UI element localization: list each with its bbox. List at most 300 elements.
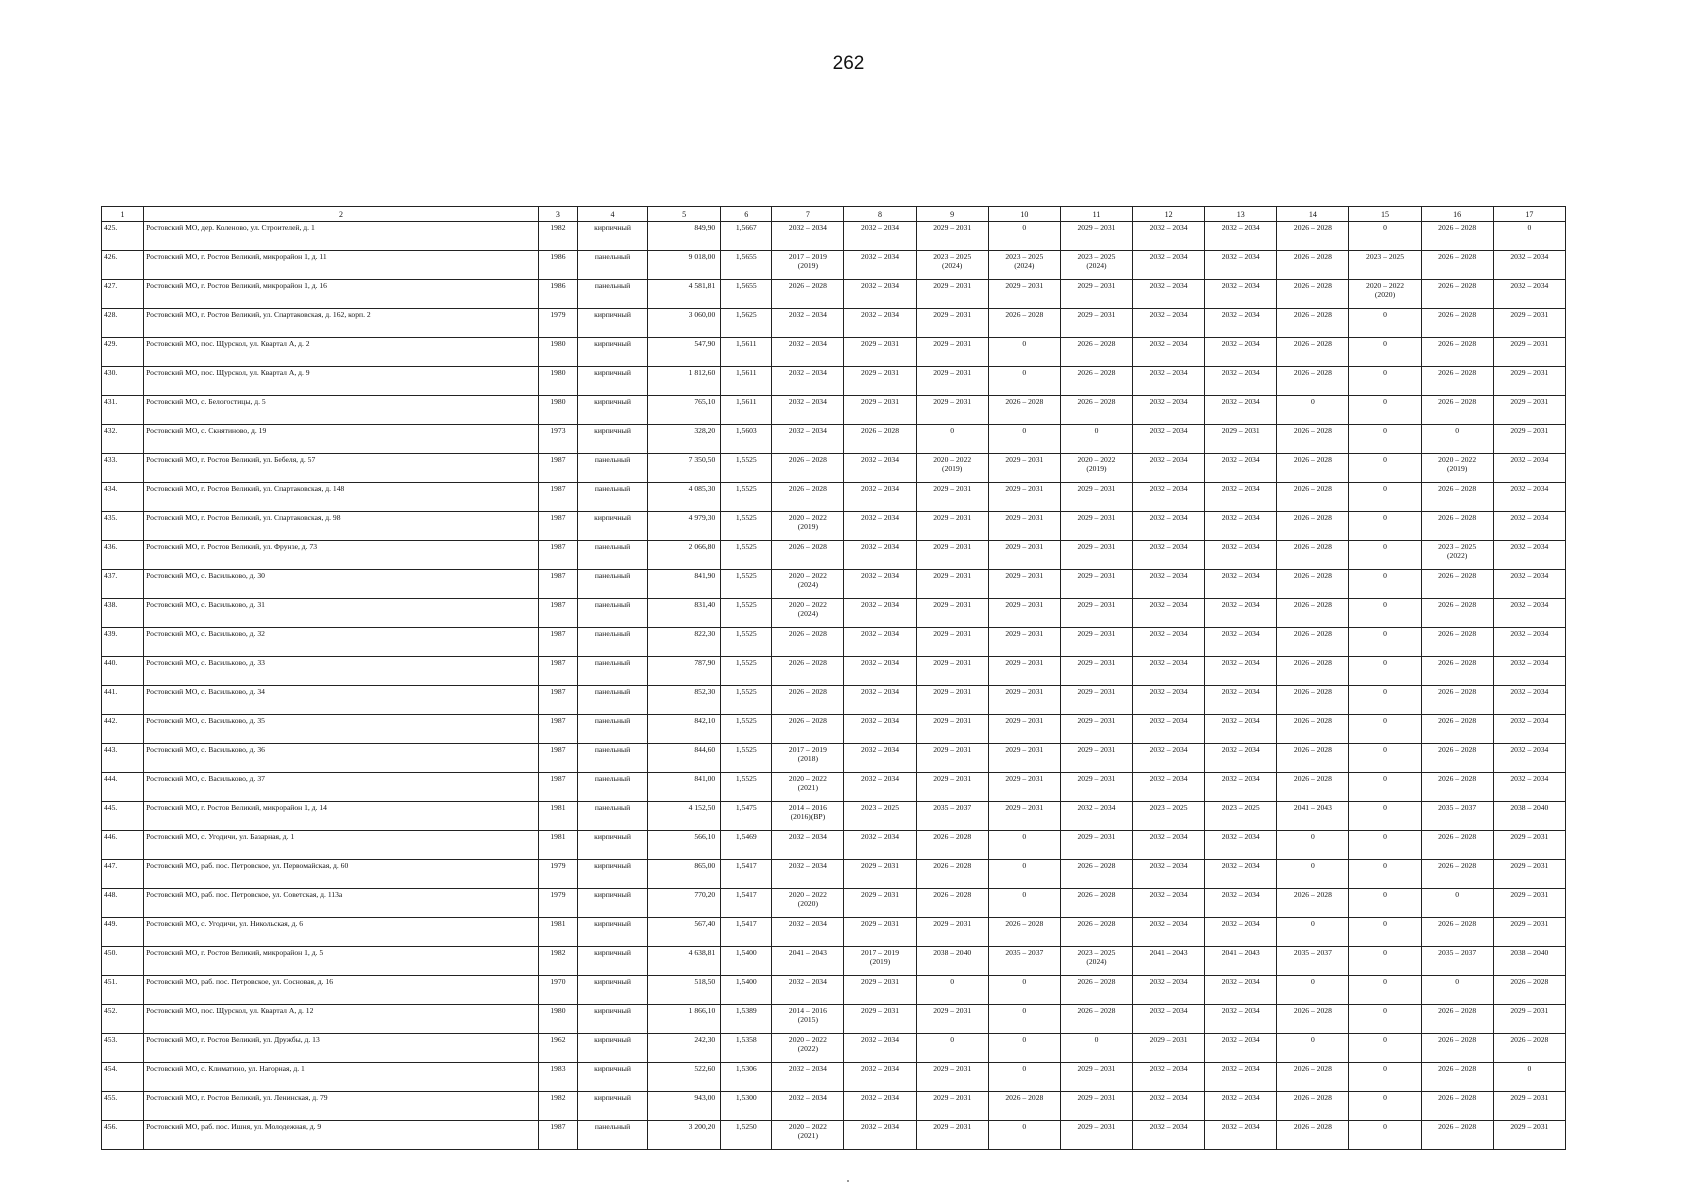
work-period-16: 2026 – 2028 [1421, 657, 1493, 686]
row-number: 451. [102, 976, 144, 1005]
build-year: 1980 [538, 367, 577, 396]
work-period-17: 2032 – 2034 [1493, 599, 1565, 628]
wall-material: панельный [577, 686, 647, 715]
coefficient: 1,5400 [721, 947, 772, 976]
row-number: 426. [102, 251, 144, 280]
address: Ростовский МО, г. Ростов Великий, микрорайон 1, д. 11 [144, 251, 539, 280]
build-year: 1987 [538, 454, 577, 483]
work-period-11: 2029 – 2031 [1060, 1121, 1132, 1150]
work-period-8: 2032 – 2034 [844, 512, 916, 541]
table-row [102, 715, 1566, 744]
work-period-16: 2026 – 2028 [1421, 280, 1493, 309]
work-period-9: 2029 – 2031 [916, 1092, 988, 1121]
work-period-8: 2032 – 2034 [844, 657, 916, 686]
coefficient: 1,5400 [721, 976, 772, 1005]
row-number: 453. [102, 1034, 144, 1063]
work-period-14: 2026 – 2028 [1277, 425, 1349, 454]
wall-material: панельный [577, 1121, 647, 1150]
work-period-16: 2026 – 2028 [1421, 715, 1493, 744]
area: 770,20 [648, 889, 721, 918]
build-year: 1980 [538, 1005, 577, 1034]
work-period-13: 2032 – 2034 [1205, 1092, 1277, 1121]
work-period-17: 2032 – 2034 [1493, 541, 1565, 570]
work-period-16: 2026 – 2028 [1421, 570, 1493, 599]
area: 822,30 [648, 628, 721, 657]
work-period-7: 2020 – 2022 (2019) [772, 512, 844, 541]
work-period-14: 2026 – 2028 [1277, 686, 1349, 715]
work-period-14: 2026 – 2028 [1277, 744, 1349, 773]
work-period-17: 2032 – 2034 [1493, 628, 1565, 657]
work-period-8: 2032 – 2034 [844, 686, 916, 715]
work-period-8: 2029 – 2031 [844, 367, 916, 396]
work-period-15: 0 [1349, 1121, 1421, 1150]
coefficient: 1,5525 [721, 483, 772, 512]
build-year: 1987 [538, 512, 577, 541]
work-period-11: 2023 – 2025 (2024) [1060, 251, 1132, 280]
work-period-8: 2029 – 2031 [844, 338, 916, 367]
row-number: 428. [102, 309, 144, 338]
work-period-8: 2023 – 2025 [844, 802, 916, 831]
work-period-14: 2026 – 2028 [1277, 715, 1349, 744]
row-number: 443. [102, 744, 144, 773]
row-number: 437. [102, 570, 144, 599]
work-period-17: 2029 – 2031 [1493, 831, 1565, 860]
work-period-9: 2029 – 2031 [916, 657, 988, 686]
coefficient: 1,5417 [721, 889, 772, 918]
wall-material: панельный [577, 773, 647, 802]
work-period-9: 2029 – 2031 [916, 396, 988, 425]
work-period-14: 2026 – 2028 [1277, 512, 1349, 541]
work-period-17: 2029 – 2031 [1493, 367, 1565, 396]
work-period-10: 0 [988, 1121, 1060, 1150]
work-period-13: 2032 – 2034 [1205, 860, 1277, 889]
coefficient: 1,5525 [721, 599, 772, 628]
work-period-8: 2029 – 2031 [844, 889, 916, 918]
table-row [102, 512, 1566, 541]
work-period-16: 2026 – 2028 [1421, 1063, 1493, 1092]
work-period-17: 2032 – 2034 [1493, 483, 1565, 512]
work-period-9: 2023 – 2025 (2024) [916, 251, 988, 280]
work-period-16: 2026 – 2028 [1421, 222, 1493, 251]
work-period-7: 2032 – 2034 [772, 831, 844, 860]
row-number: 446. [102, 831, 144, 860]
work-period-8: 2032 – 2034 [844, 280, 916, 309]
build-year: 1982 [538, 947, 577, 976]
address: Ростовский МО, г. Ростов Великий, ул. Бебеля, д. 57 [144, 454, 539, 483]
row-number: 449. [102, 918, 144, 947]
work-period-13: 2032 – 2034 [1205, 744, 1277, 773]
work-period-12: 2032 – 2034 [1133, 657, 1205, 686]
table-row [102, 309, 1566, 338]
work-period-17: 2029 – 2031 [1493, 889, 1565, 918]
address: Ростовский МО, с. Васильково, д. 34 [144, 686, 539, 715]
build-year: 1979 [538, 309, 577, 338]
work-period-13: 2032 – 2034 [1205, 251, 1277, 280]
work-period-17: 2029 – 2031 [1493, 425, 1565, 454]
address: Ростовский МО, г. Ростов Великий, микрорайон 1, д. 16 [144, 280, 539, 309]
wall-material: кирпичный [577, 338, 647, 367]
work-period-8: 2032 – 2034 [844, 222, 916, 251]
work-period-7: 2032 – 2034 [772, 338, 844, 367]
wall-material: кирпичный [577, 860, 647, 889]
work-period-13: 2032 – 2034 [1205, 309, 1277, 338]
work-period-8: 2032 – 2034 [844, 309, 916, 338]
work-period-11: 2029 – 2031 [1060, 280, 1132, 309]
row-number: 445. [102, 802, 144, 831]
work-period-13: 2032 – 2034 [1205, 889, 1277, 918]
work-period-11: 2026 – 2028 [1060, 918, 1132, 947]
work-period-9: 2029 – 2031 [916, 628, 988, 657]
scan-speck [847, 1180, 849, 1182]
wall-material: панельный [577, 744, 647, 773]
work-period-10: 0 [988, 1005, 1060, 1034]
work-period-17: 2032 – 2034 [1493, 773, 1565, 802]
table-row [102, 628, 1566, 657]
wall-material: панельный [577, 454, 647, 483]
work-period-15: 0 [1349, 570, 1421, 599]
work-period-9: 2029 – 2031 [916, 744, 988, 773]
area: 518,50 [648, 976, 721, 1005]
work-period-13: 2032 – 2034 [1205, 280, 1277, 309]
table-row [102, 483, 1566, 512]
work-period-16: 2026 – 2028 [1421, 860, 1493, 889]
table-row [102, 802, 1566, 831]
work-period-11: 2026 – 2028 [1060, 338, 1132, 367]
work-period-13: 2032 – 2034 [1205, 1063, 1277, 1092]
work-period-13: 2032 – 2034 [1205, 396, 1277, 425]
work-period-15: 0 [1349, 454, 1421, 483]
wall-material: панельный [577, 251, 647, 280]
work-period-11: 2029 – 2031 [1060, 628, 1132, 657]
area: 787,90 [648, 657, 721, 686]
work-period-14: 2026 – 2028 [1277, 338, 1349, 367]
work-period-12: 2032 – 2034 [1133, 570, 1205, 599]
area: 841,00 [648, 773, 721, 802]
row-number: 427. [102, 280, 144, 309]
work-period-13: 2029 – 2031 [1205, 425, 1277, 454]
address: Ростовский МО, с. Скнятиново, д. 19 [144, 425, 539, 454]
work-period-10: 2029 – 2031 [988, 483, 1060, 512]
work-period-15: 0 [1349, 889, 1421, 918]
work-period-14: 2026 – 2028 [1277, 1121, 1349, 1150]
work-period-13: 2023 – 2025 [1205, 802, 1277, 831]
table-row [102, 1063, 1566, 1092]
work-period-15: 0 [1349, 541, 1421, 570]
work-period-10: 2029 – 2031 [988, 512, 1060, 541]
work-period-7: 2032 – 2034 [772, 976, 844, 1005]
work-period-10: 2029 – 2031 [988, 802, 1060, 831]
work-period-13: 2032 – 2034 [1205, 367, 1277, 396]
work-period-17: 2029 – 2031 [1493, 860, 1565, 889]
area: 765,10 [648, 396, 721, 425]
work-period-14: 2026 – 2028 [1277, 1005, 1349, 1034]
work-period-15: 0 [1349, 686, 1421, 715]
work-period-11: 2029 – 2031 [1060, 1063, 1132, 1092]
work-period-9: 0 [916, 1034, 988, 1063]
work-period-8: 2032 – 2034 [844, 483, 916, 512]
work-period-14: 2026 – 2028 [1277, 454, 1349, 483]
work-period-13: 2032 – 2034 [1205, 454, 1277, 483]
work-period-8: 2032 – 2034 [844, 1063, 916, 1092]
wall-material: кирпичный [577, 367, 647, 396]
work-period-7: 2017 – 2019 (2018) [772, 744, 844, 773]
row-number: 431. [102, 396, 144, 425]
work-period-13: 2032 – 2034 [1205, 918, 1277, 947]
row-number: 429. [102, 338, 144, 367]
address: Ростовский МО, г. Ростов Великий, ул. Спартаковская, д. 148 [144, 483, 539, 512]
area: 7 350,50 [648, 454, 721, 483]
work-period-17: 2032 – 2034 [1493, 454, 1565, 483]
coefficient: 1,5417 [721, 918, 772, 947]
address: Ростовский МО, г. Ростов Великий, микрорайон 1, д. 14 [144, 802, 539, 831]
address: Ростовский МО, с. Угодичи, ул. Никольская, д. 6 [144, 918, 539, 947]
column-number-9: 9 [916, 207, 988, 222]
wall-material: панельный [577, 280, 647, 309]
work-period-14: 2026 – 2028 [1277, 222, 1349, 251]
coefficient: 1,5250 [721, 1121, 772, 1150]
work-period-11: 2020 – 2022 (2019) [1060, 454, 1132, 483]
build-year: 1982 [538, 222, 577, 251]
work-period-14: 0 [1277, 831, 1349, 860]
work-period-17: 2032 – 2034 [1493, 570, 1565, 599]
table-row [102, 338, 1566, 367]
wall-material: кирпичный [577, 947, 647, 976]
address: Ростовский МО, с. Васильково, д. 32 [144, 628, 539, 657]
work-period-10: 0 [988, 222, 1060, 251]
row-number: 454. [102, 1063, 144, 1092]
area: 865,00 [648, 860, 721, 889]
area: 943,00 [648, 1092, 721, 1121]
work-period-14: 2026 – 2028 [1277, 1092, 1349, 1121]
work-period-14: 2026 – 2028 [1277, 599, 1349, 628]
area: 242,30 [648, 1034, 721, 1063]
row-number: 448. [102, 889, 144, 918]
work-period-10: 0 [988, 425, 1060, 454]
work-period-12: 2032 – 2034 [1133, 686, 1205, 715]
work-period-8: 2032 – 2034 [844, 831, 916, 860]
work-period-9: 2020 – 2022 (2019) [916, 454, 988, 483]
work-period-12: 2032 – 2034 [1133, 280, 1205, 309]
row-number: 438. [102, 599, 144, 628]
work-period-17: 2032 – 2034 [1493, 251, 1565, 280]
wall-material: кирпичный [577, 976, 647, 1005]
work-period-15: 0 [1349, 338, 1421, 367]
area: 849,90 [648, 222, 721, 251]
build-year: 1980 [538, 338, 577, 367]
build-year: 1987 [538, 657, 577, 686]
work-period-16: 2026 – 2028 [1421, 1005, 1493, 1034]
work-period-13: 2032 – 2034 [1205, 483, 1277, 512]
work-period-9: 2029 – 2031 [916, 367, 988, 396]
work-period-7: 2020 – 2022 (2022) [772, 1034, 844, 1063]
work-period-10: 2029 – 2031 [988, 541, 1060, 570]
work-period-13: 2032 – 2034 [1205, 831, 1277, 860]
column-number-10: 10 [988, 207, 1060, 222]
work-period-14: 2041 – 2043 [1277, 802, 1349, 831]
work-period-12: 2032 – 2034 [1133, 425, 1205, 454]
work-period-14: 2026 – 2028 [1277, 251, 1349, 280]
table-row [102, 541, 1566, 570]
work-period-7: 2032 – 2034 [772, 222, 844, 251]
work-period-7: 2026 – 2028 [772, 715, 844, 744]
work-period-15: 0 [1349, 976, 1421, 1005]
work-period-14: 0 [1277, 1034, 1349, 1063]
work-period-9: 2029 – 2031 [916, 1005, 988, 1034]
work-period-11: 2029 – 2031 [1060, 599, 1132, 628]
work-period-12: 2032 – 2034 [1133, 222, 1205, 251]
column-number-16: 16 [1421, 207, 1493, 222]
work-period-16: 2026 – 2028 [1421, 512, 1493, 541]
work-period-15: 0 [1349, 947, 1421, 976]
row-number: 433. [102, 454, 144, 483]
row-number: 456. [102, 1121, 144, 1150]
address: Ростовский МО, пос. Щурскол, ул. Квартал А, д. 9 [144, 367, 539, 396]
area: 9 018,00 [648, 251, 721, 280]
coefficient: 1,5603 [721, 425, 772, 454]
address: Ростовский МО, с. Васильково, д. 30 [144, 570, 539, 599]
work-period-15: 0 [1349, 715, 1421, 744]
coefficient: 1,5525 [721, 773, 772, 802]
coefficient: 1,5358 [721, 1034, 772, 1063]
work-period-16: 2020 – 2022 (2019) [1421, 454, 1493, 483]
work-period-11: 2029 – 2031 [1060, 773, 1132, 802]
work-period-12: 2032 – 2034 [1133, 1121, 1205, 1150]
work-period-11: 2029 – 2031 [1060, 309, 1132, 338]
work-period-9: 2029 – 2031 [916, 222, 988, 251]
work-period-7: 2017 – 2019 (2019) [772, 251, 844, 280]
work-period-11: 2026 – 2028 [1060, 396, 1132, 425]
work-period-16: 0 [1421, 889, 1493, 918]
work-period-9: 2035 – 2037 [916, 802, 988, 831]
area: 1 866,10 [648, 1005, 721, 1034]
work-period-11: 2023 – 2025 (2024) [1060, 947, 1132, 976]
work-period-11: 2029 – 2031 [1060, 541, 1132, 570]
work-period-9: 2038 – 2040 [916, 947, 988, 976]
work-period-7: 2041 – 2043 [772, 947, 844, 976]
area: 567,40 [648, 918, 721, 947]
work-period-17: 2032 – 2034 [1493, 512, 1565, 541]
column-number-13: 13 [1205, 207, 1277, 222]
work-period-12: 2032 – 2034 [1133, 1063, 1205, 1092]
row-number: 452. [102, 1005, 144, 1034]
address: Ростовский МО, с. Васильково, д. 35 [144, 715, 539, 744]
column-number-4: 4 [577, 207, 647, 222]
work-period-14: 2026 – 2028 [1277, 280, 1349, 309]
work-period-9: 2029 – 2031 [916, 1063, 988, 1092]
work-period-13: 2032 – 2034 [1205, 599, 1277, 628]
address: Ростовский МО, пос. Щурскол, ул. Квартал А, д. 12 [144, 1005, 539, 1034]
work-period-12: 2041 – 2043 [1133, 947, 1205, 976]
build-year: 1987 [538, 686, 577, 715]
work-period-7: 2032 – 2034 [772, 396, 844, 425]
wall-material: панельный [577, 570, 647, 599]
row-number: 442. [102, 715, 144, 744]
area: 4 152,50 [648, 802, 721, 831]
address: Ростовский МО, г. Ростов Великий, ул. Фрунзе, д. 73 [144, 541, 539, 570]
row-number: 434. [102, 483, 144, 512]
build-year: 1979 [538, 889, 577, 918]
work-period-11: 2032 – 2034 [1060, 802, 1132, 831]
work-period-17: 2032 – 2034 [1493, 657, 1565, 686]
work-period-9: 2029 – 2031 [916, 309, 988, 338]
work-period-15: 2020 – 2022 (2020) [1349, 280, 1421, 309]
work-period-7: 2020 – 2022 (2024) [772, 599, 844, 628]
work-period-13: 2032 – 2034 [1205, 338, 1277, 367]
coefficient: 1,5300 [721, 1092, 772, 1121]
work-period-12: 2032 – 2034 [1133, 860, 1205, 889]
row-number: 430. [102, 367, 144, 396]
build-year: 1982 [538, 1092, 577, 1121]
work-period-7: 2020 – 2022 (2024) [772, 570, 844, 599]
build-year: 1973 [538, 425, 577, 454]
wall-material: кирпичный [577, 512, 647, 541]
work-period-10: 2029 – 2031 [988, 715, 1060, 744]
work-period-9: 2026 – 2028 [916, 831, 988, 860]
work-period-10: 2029 – 2031 [988, 686, 1060, 715]
work-period-17: 2029 – 2031 [1493, 918, 1565, 947]
build-year: 1970 [538, 976, 577, 1005]
page-number: 262 [832, 53, 865, 74]
work-period-12: 2032 – 2034 [1133, 889, 1205, 918]
address: Ростовский МО, г. Ростов Великий, ул. Спартаковская, д. 98 [144, 512, 539, 541]
build-year: 1979 [538, 860, 577, 889]
coefficient: 1,5306 [721, 1063, 772, 1092]
table-row [102, 1034, 1566, 1063]
work-period-8: 2032 – 2034 [844, 599, 916, 628]
address: Ростовский МО, г. Ростов Великий, микрорайон 1, д. 5 [144, 947, 539, 976]
coefficient: 1,5525 [721, 512, 772, 541]
work-period-16: 2026 – 2028 [1421, 309, 1493, 338]
work-period-10: 2026 – 2028 [988, 309, 1060, 338]
work-period-9: 2029 – 2031 [916, 715, 988, 744]
table-row [102, 599, 1566, 628]
work-period-9: 2029 – 2031 [916, 773, 988, 802]
work-period-9: 0 [916, 976, 988, 1005]
wall-material: панельный [577, 715, 647, 744]
work-period-7: 2032 – 2034 [772, 860, 844, 889]
work-period-17: 2038 – 2040 [1493, 947, 1565, 976]
coefficient: 1,5611 [721, 396, 772, 425]
work-period-15: 0 [1349, 425, 1421, 454]
area: 852,30 [648, 686, 721, 715]
address: Ростовский МО, раб. пос. Петровское, ул. Первомайская, д. 60 [144, 860, 539, 889]
work-period-9: 2029 – 2031 [916, 599, 988, 628]
work-period-10: 0 [988, 367, 1060, 396]
coefficient: 1,5389 [721, 1005, 772, 1034]
area: 4 638,81 [648, 947, 721, 976]
work-period-15: 0 [1349, 628, 1421, 657]
work-period-8: 2032 – 2034 [844, 1092, 916, 1121]
work-period-12: 2032 – 2034 [1133, 1092, 1205, 1121]
table-row [102, 947, 1566, 976]
work-period-16: 2026 – 2028 [1421, 1034, 1493, 1063]
work-period-12: 2032 – 2034 [1133, 512, 1205, 541]
table-row [102, 744, 1566, 773]
work-period-14: 2026 – 2028 [1277, 541, 1349, 570]
work-period-11: 2026 – 2028 [1060, 860, 1132, 889]
area: 1 812,60 [648, 367, 721, 396]
address: Ростовский МО, дер. Коленово, ул. Строителей, д. 1 [144, 222, 539, 251]
build-year: 1987 [538, 744, 577, 773]
work-period-10: 0 [988, 889, 1060, 918]
build-year: 1987 [538, 628, 577, 657]
work-period-11: 0 [1060, 1034, 1132, 1063]
work-period-10: 2029 – 2031 [988, 570, 1060, 599]
column-number-15: 15 [1349, 207, 1421, 222]
work-period-17: 2029 – 2031 [1493, 1005, 1565, 1034]
work-period-11: 2029 – 2031 [1060, 483, 1132, 512]
work-period-13: 2032 – 2034 [1205, 657, 1277, 686]
